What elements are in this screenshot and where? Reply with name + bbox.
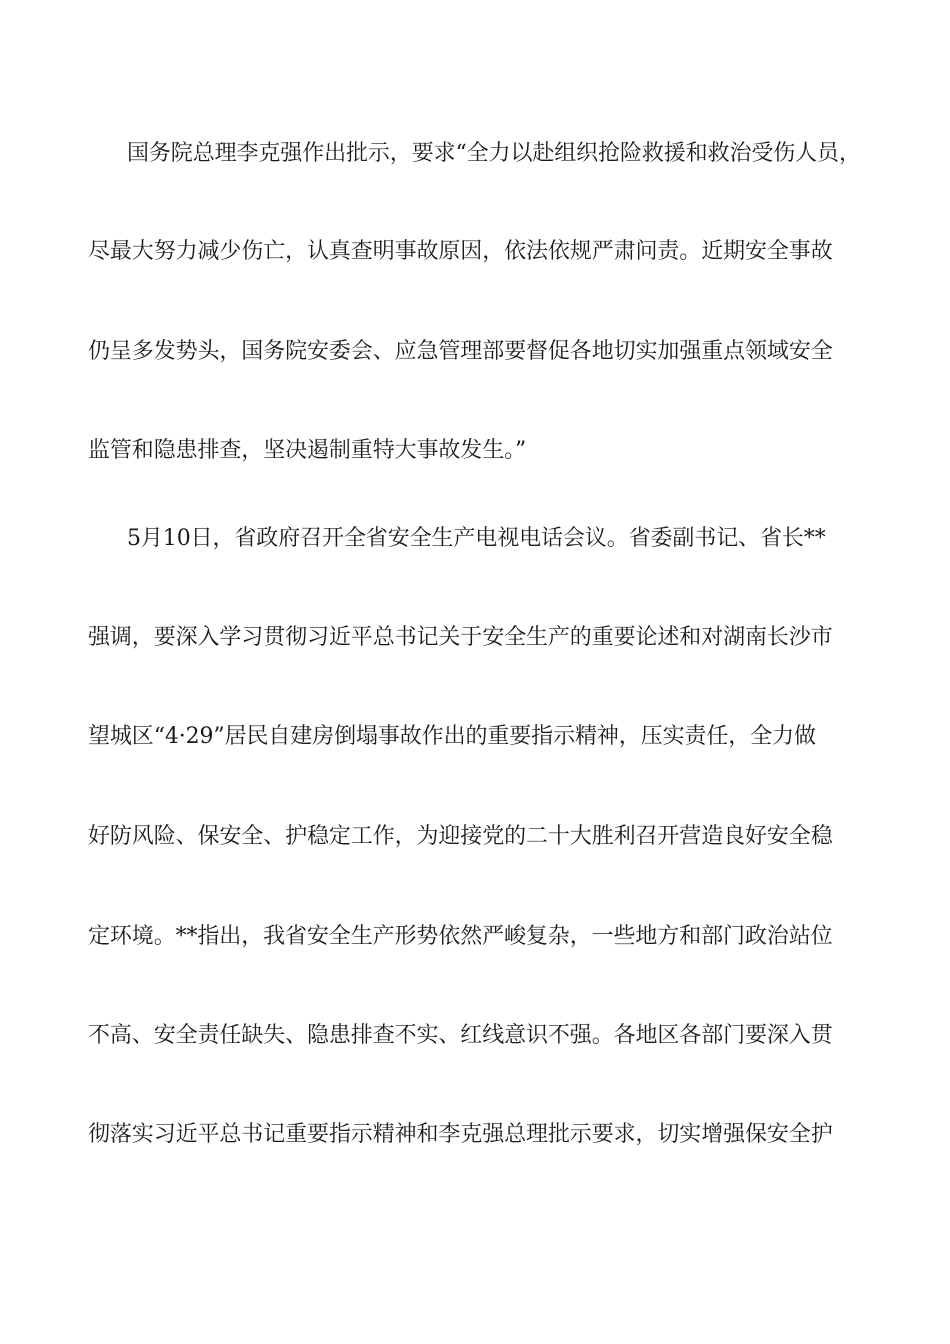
text-line: 监管和隐患排查，坚决遏制重特大事故发生。” <box>88 438 527 463</box>
text-line: 强调，要深入学习贯彻习近平总书记关于安全生产的重要论述和对湖南长沙市 <box>88 625 833 650</box>
text-line: 不高、安全责任缺失、隐患排查不实、红线意识不强。各地区各部门要深入贯 <box>88 1023 833 1048</box>
text-line: 国务院总理李克强作出批示，要求“全力以赴组织抢险救援和救治受伤人员， <box>127 141 861 166</box>
text-line: 好防风险、保安全、护稳定工作，为迎接党的二十大胜利召开营造良好安全稳 <box>88 824 833 849</box>
text-line: 望城区“4·29”居民自建房倒塌事故作出的重要指示精神，压实责任，全力做 <box>88 724 816 749</box>
text-line: 尽最大努力减少伤亡，认真查明事故原因，依法依规严肃问责。近期安全事故 <box>88 239 833 264</box>
text-line: 5月10日，省政府召开全省安全生产电视电话会议。省委副书记、省长** <box>127 526 826 551</box>
text-line: 仍呈多发势头，国务院安委会、应急管理部要督促各地切实加强重点领域安全 <box>88 339 833 364</box>
text-line: 彻落实习近平总书记重要指示精神和李克强总理批示要求，切实增强保安全护 <box>88 1122 833 1147</box>
text-line: 定环境。**指出，我省安全生产形势依然严峻复杂，一些地方和部门政治站位 <box>88 924 833 949</box>
